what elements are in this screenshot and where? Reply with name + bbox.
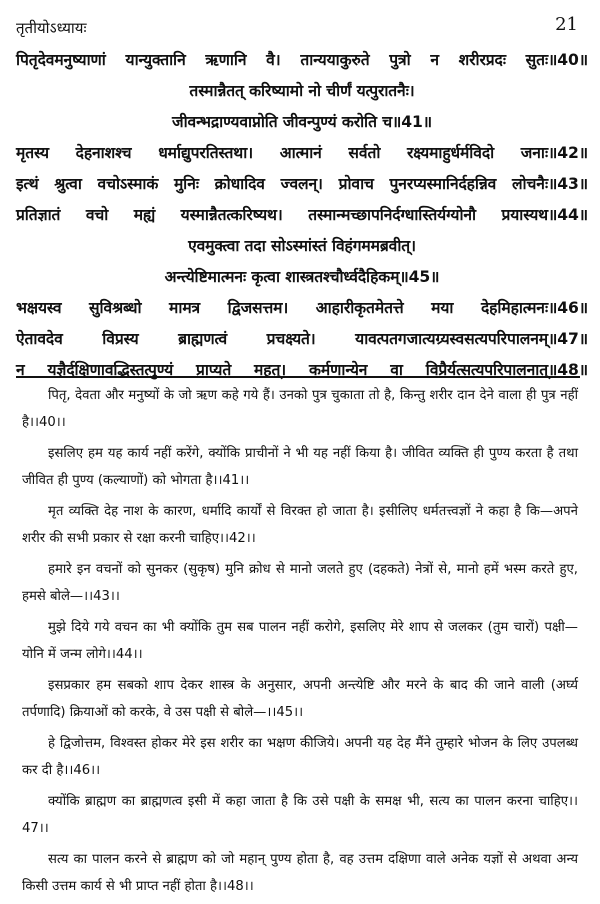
- verse-line: प्रतिज्ञातं वचो मह्यं यस्मान्नैतत्करिष्यथ। तस्मान्मच्छापनिर्दग्धास्तिर्यग्योनौ प्रयास्यथ॥44॥: [16, 206, 588, 224]
- translation-paragraph: क्योंकि ब्राह्मण का ब्राह्मणत्व इसी में कहा जाता है कि उसे पक्षी के समक्ष भी, सत्य का पालन करना चाहिए।।47।।: [22, 794, 578, 836]
- section-divider: [16, 376, 580, 378]
- verse-line: मृतस्य देहनाशश्च धर्माद्युपरतिस्तथा। आत्मानं सर्वतो रक्ष्यमाहुर्धर्मविदो जनाः॥42॥: [16, 144, 588, 162]
- verse-line: पितृदेवमनुष्याणां यान्युक्तानि ऋणानि वै। तान्ययाकुरुते पुत्रो न शरीरप्रदः सुतः॥40॥: [16, 51, 588, 69]
- verse-line: न यज्ञैर्दक्षिणावद्भिस्तत्पुण्यं प्राप्यते महत्। कर्मणान्येन वा विप्रैर्यत्सत्यपरिपालनात्॥48॥: [16, 361, 588, 379]
- verse-line: जीवन्भद्राण्यवाप्नोति जीवन्पुण्यं करोति च॥41॥: [172, 113, 432, 131]
- verse-line: ऐतावदेव विप्रस्य ब्राह्मणत्वं प्रचक्ष्यते। यावत्पतगजात्यग्र्यस्वसत्यपरिपालनम्॥47॥: [16, 330, 588, 348]
- translation-paragraph: हमारे इन वचनों को सुनकर (सुकृष) मुनि क्रोध से मानो जलते हुए (दहकते) नेत्रों से, मानो हमें भस्म करते हुए, हमसे बोले—।।43।।: [22, 562, 578, 604]
- verse-line: एवमुक्त्वा तदा सोऽस्मांस्तं विहंगममब्रवीत्।: [188, 237, 416, 255]
- verse-line: अन्त्येष्टिमात्मनः कृत्वा शास्त्रतश्चौर्ध्वदैहिकम्॥45॥: [164, 268, 440, 286]
- verse-line: भक्षयस्व सुविश्रब्धो मामत्र द्विजसत्तम। आहारीकृतमेतत्ते मया देहमिहात्मनः॥46॥: [16, 299, 588, 317]
- sanskrit-verses: [16, 48, 588, 389]
- verse-line: तस्मान्नैतत् करिष्यामो नो चीर्णं यत्पुरातनैः।: [189, 82, 415, 100]
- translation-paragraph: हे द्विजोत्तम, विश्वस्त होकर मेरे इस शरीर का भक्षण कीजिये। अपनी यह देह मैंने तुम्हारे भोजन के लिए उपलब्ध कर दी है।।46।।: [22, 736, 578, 778]
- verse-line: इत्थं श्रुत्वा वचोऽस्माकं मुनिः क्रोधादिव ज्वलन्। प्रोवाच पुनरप्यस्मानिर्दहन्निव लोचनैः॥43॥: [16, 175, 588, 193]
- page-number: 21: [555, 14, 578, 35]
- translation-paragraph: मुझे दिये गये वचन का भी क्योंकि तुम सब पालन नहीं करोगे, इसलिए मेरे शाप से जलकर (तुम चारों) पक्षी—योनि में जन्म लोगे।।44।।: [22, 620, 578, 662]
- translation-paragraph: पितृ, देवता और मनुष्यों के जो ऋण कहे गये हैं। उनको पुत्र चुकाता तो है, किन्तु शरीर दान देने वाला ही पुत्र नहीं है।।40।।: [22, 388, 578, 430]
- translation-paragraph: मृत व्यक्ति देह नाश के कारण, धर्मादि कार्यों से विरक्त हो जाता है। इसीलिए धर्मतत्त्वज्ञों ने कहा है कि—अपने शरीर की सभी प्रकार से रक्षा करनी चाहिए।।42।।: [22, 504, 578, 546]
- translation-paragraph: सत्य का पालन करने से ब्राह्मण को जो महान् पुण्य होता है, वह उत्तम दक्षिणा वाले अनेक यज्ञों से अथवा अन्य किसी उत्तम कार्य से भी प्राप्त नहीं होता है।।48।।: [22, 852, 578, 894]
- translation-paragraph: इसलिए हम यह कार्य नहीं करेंगे, क्योंकि प्राचीनों ने भी यह नहीं किया है। जीवित व्यक्ति ही पुण्य करता है तथा जीवित ही पुण्य (कल्याणों) को भोगता है।।41।।: [22, 446, 578, 488]
- chapter-heading: तृतीयोऽध्यायः: [16, 19, 87, 37]
- translation-paragraph: इसप्रकार हम सबको शाप देकर शास्त्र के अनुसार, अपनी अन्त्येष्टि और मरने के बाद की जाने वाली (अर्घ्य तर्पणादि) क्रियाओं को करके, वे उस पक्षी से बोले—।।45।।: [22, 678, 578, 720]
- hindi-translation: [22, 382, 578, 904]
